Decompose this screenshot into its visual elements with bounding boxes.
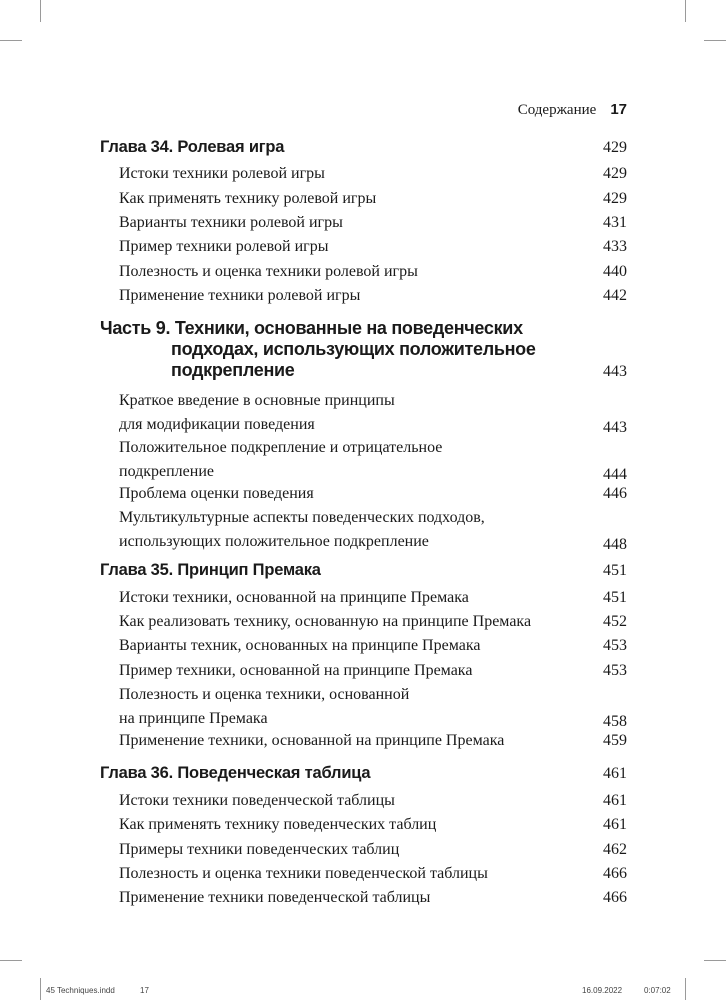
entry-title-line: Пример техники ролевой игры (119, 238, 329, 255)
footer-date: 16.09.2022 (582, 986, 623, 995)
entry-title-line: Пример техники, основанной на принципе Премака (119, 662, 473, 679)
entry-title-line: подкрепление (119, 463, 214, 480)
entry-title-line: Как реализовать технику, основанную на принципе Премака (119, 613, 532, 630)
section-entry[interactable] (119, 586, 627, 610)
entry-title (119, 886, 430, 910)
entry-page-number: 461 (603, 792, 627, 809)
entry-title (119, 260, 418, 284)
entry-title-line: Краткое введение в основные принципы (119, 392, 395, 409)
footer-filename: 45 Techniques.indd (46, 986, 115, 995)
entry-title (119, 610, 531, 634)
entry-title-line: на принципе Премака (119, 710, 268, 727)
crop-mark (704, 960, 726, 961)
entry-title-line: Варианты техники ролевой игры (119, 214, 343, 231)
entry-title-line: Положительное подкрепление и отрицательное (119, 439, 443, 456)
page-number: 17 (610, 101, 627, 118)
entry-page-number: 443 (603, 419, 627, 436)
entry-title (119, 284, 360, 308)
section-entry[interactable] (119, 862, 627, 886)
entry-page-number: 433 (603, 238, 627, 255)
section-entry[interactable] (119, 482, 627, 506)
entry-title (119, 789, 395, 813)
entry-page-number: 466 (603, 865, 627, 882)
entry-title (119, 187, 376, 211)
entry-title-line: Полезность и оценка техники ролевой игры (119, 263, 418, 280)
entry-page-number: 440 (603, 263, 627, 280)
entry-title-line: Проблема оценки поведения (119, 485, 314, 502)
section-entry[interactable] (119, 211, 627, 235)
chapter-entry[interactable] (100, 764, 627, 783)
entry-title (119, 389, 395, 437)
chapter-entry[interactable] (100, 138, 627, 157)
section-entry[interactable] (119, 506, 627, 554)
entry-page-number: 451 (603, 589, 627, 606)
running-head (518, 101, 627, 119)
entry-title (119, 813, 436, 837)
section-entry[interactable] (119, 610, 627, 634)
print-footer (0, 982, 726, 1000)
section-entry[interactable] (119, 838, 627, 862)
entry-title-line: Мультикультурные аспекты поведенческих подходов, (119, 509, 485, 526)
entry-title (100, 318, 536, 381)
entry-title (119, 838, 399, 862)
footer-time: 0:07:02 (644, 986, 671, 995)
entry-title (119, 659, 472, 683)
entry-page-number: 429 (603, 139, 627, 156)
section-entry[interactable] (119, 683, 627, 731)
section-entry[interactable] (119, 659, 627, 683)
entry-title-line: Применение техники, основанной на принципе Премака (119, 732, 505, 749)
entry-page-number: 458 (603, 713, 627, 730)
crop-mark (0, 40, 22, 41)
section-entry[interactable] (119, 235, 627, 259)
entry-page-number: 462 (603, 841, 627, 858)
entry-page-number: 452 (603, 613, 627, 630)
entry-page-number: 429 (603, 190, 627, 207)
crop-mark (704, 40, 726, 41)
entry-title (119, 586, 469, 610)
entry-page-number: 443 (603, 363, 627, 380)
entry-title-line: Применение техники ролевой игры (119, 287, 361, 304)
entry-title-line: подкрепление (171, 360, 295, 380)
section-entry[interactable] (119, 789, 627, 813)
entry-title-line: Истоки техники поведенческой таблицы (119, 792, 395, 809)
entry-page-number: 429 (603, 165, 627, 182)
entry-title-line: Варианты техник, основанных на принципе Премака (119, 637, 481, 654)
entry-title-line: Истоки техники ролевой игры (119, 165, 325, 182)
section-entry[interactable] (119, 886, 627, 910)
entry-title: Глава 34. Ролевая игра (100, 138, 285, 156)
crop-mark (40, 0, 41, 22)
crop-mark (0, 960, 22, 961)
entry-title-line: Как применять технику поведенческих таблиц (119, 816, 437, 833)
entry-page-number: 446 (603, 485, 627, 502)
entry-page-number: 444 (603, 466, 627, 483)
entry-title-line: Часть 9. Техники, основанные на поведенческих (100, 318, 523, 338)
entry-title: Глава 36. Поведенческая таблица (100, 764, 371, 782)
entry-page-number: 453 (603, 637, 627, 654)
entry-title-line: Примеры техники поведенческих таблиц (119, 841, 400, 858)
entry-title (119, 683, 409, 731)
chapter-entry[interactable] (100, 561, 627, 580)
entry-page-number: 461 (603, 765, 627, 782)
entry-title (119, 436, 442, 484)
entry-title (119, 862, 488, 886)
entry-title (119, 162, 325, 186)
entry-page-number: 461 (603, 816, 627, 833)
entry-title (119, 634, 480, 658)
running-head-title: Содержание (517, 102, 597, 118)
entry-title (119, 235, 328, 259)
entry-title (119, 211, 343, 235)
section-entry[interactable] (119, 436, 627, 484)
entry-page-number: 451 (603, 562, 627, 579)
section-entry[interactable] (119, 260, 627, 284)
crop-mark (685, 0, 686, 22)
entry-page-number: 442 (603, 287, 627, 304)
entry-page-number: 459 (603, 732, 627, 749)
entry-page-number: 448 (603, 536, 627, 553)
entry-title-line: для модификации поведения (119, 416, 315, 433)
part-entry[interactable] (100, 318, 627, 381)
entry-title-line: Применение техники поведенческой таблицы (119, 889, 431, 906)
entry-title-line: подходах, использующих положительное (171, 339, 536, 359)
entry-title: Глава 35. Принцип Премака (100, 561, 321, 579)
section-entry[interactable] (119, 162, 627, 186)
entry-page-number: 453 (603, 662, 627, 679)
entry-title-line: использующих положительное подкрепление (119, 533, 429, 550)
entry-title (119, 729, 504, 753)
entry-page-number: 431 (603, 214, 627, 231)
section-entry[interactable] (119, 729, 627, 753)
entry-title (119, 482, 314, 506)
footer-page: 17 (140, 986, 149, 995)
section-entry[interactable] (119, 813, 627, 837)
entry-page-number: 466 (603, 889, 627, 906)
entry-title-line: Как применять технику ролевой игры (119, 190, 377, 207)
entry-title (119, 506, 485, 554)
section-entry[interactable] (119, 187, 627, 211)
section-entry[interactable] (119, 284, 627, 308)
entry-title-line: Полезность и оценка техники поведенческой таблицы (119, 865, 488, 882)
entry-title-line: Полезность и оценка техники, основанной (119, 686, 410, 703)
section-entry[interactable] (119, 634, 627, 658)
entry-title-line: Истоки техники, основанной на принципе Премака (119, 589, 469, 606)
section-entry[interactable] (119, 389, 627, 437)
